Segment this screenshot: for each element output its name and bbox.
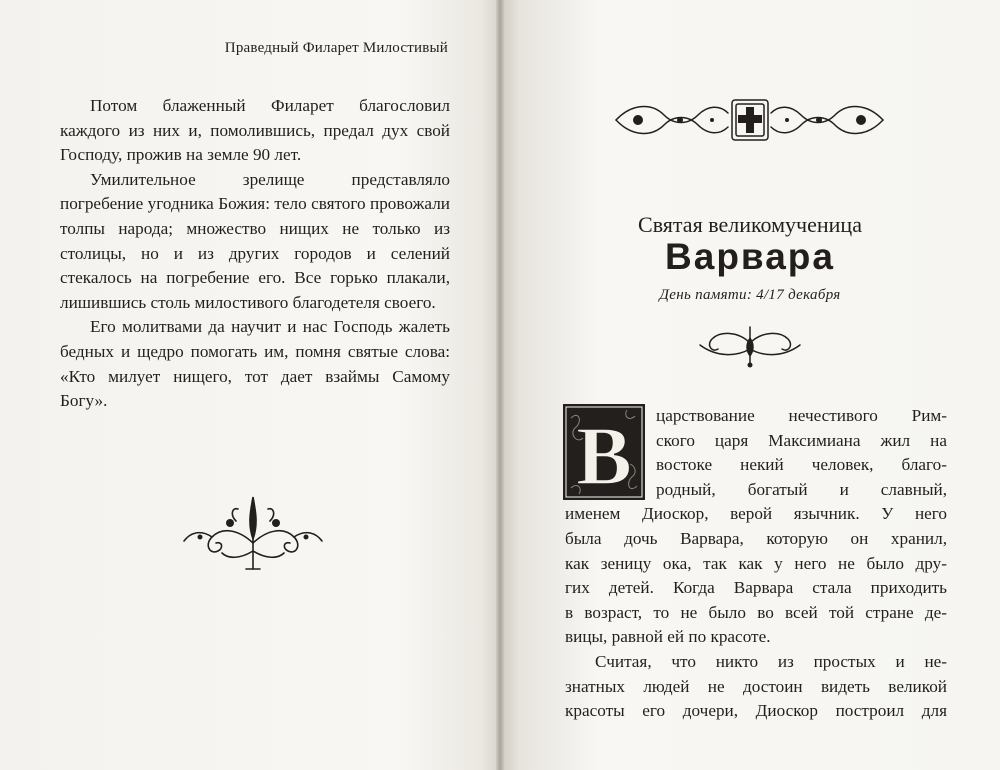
paragraph: Потом блаженный Филарет благословил каждого из них и, помолившись, предал дух свой Господу, прожив на земле 90 лет. [60, 96, 450, 165]
running-head: Праведный Филарет Милостивый [224, 40, 448, 56]
text-line: знатных людей не достоин видеть великой [565, 676, 947, 696]
text-line: гих детей. Когда Варвара стала приходить [565, 578, 947, 598]
text-line: востоке некий человек, благо- [656, 455, 947, 475]
memory-day: День памяти: 4/17 декабря [659, 287, 841, 303]
right-page-body [565, 404, 947, 724]
text-line: вицы, равной ей по красоте. [565, 627, 771, 647]
saint-title-prefix: Святая великомученица [638, 212, 862, 237]
text-line: как зеницу ока, так как у него не было дру- [565, 553, 947, 573]
saint-name: Варвара [665, 236, 835, 277]
paragraph: Умилительное зрелище представляло погребение угодника Божия: тело святого провожали толпы народа; множество нищих не только из столицы, но и из других городов и селений стекалось на погребение его. Все горько плакали, лишившись столь милостивого благодетеля своего. [60, 169, 450, 312]
paragraph: Его молитвами да научит и нас Господь жалеть бедных и щедро помогать им, помня святые слова: «Кто милует нищего, тот дает взаймы Самому Богу». [60, 317, 450, 411]
text-line: царствование нечестивого Рим- [656, 406, 947, 425]
left-page-body [60, 94, 450, 414]
text-line: ского царя Максимиана жил на [656, 430, 947, 450]
floral-ornament-icon [690, 323, 810, 369]
right-page [500, 0, 1000, 770]
text-line: именем Диоскор, верой язычник. У него [565, 504, 947, 524]
text-line: красоты его дочери, Диоскор построил для [565, 701, 947, 721]
text-line: в возраст, то не было во всей той стране де- [565, 602, 947, 622]
floral-ornament-icon [178, 493, 328, 573]
text-line: Считая, что никто из простых и не- [595, 651, 947, 671]
text-line: была дочь Варвара, которую он хранил, [565, 528, 947, 548]
headpiece-ornament-icon [612, 95, 887, 145]
book-gutter [496, 0, 504, 770]
drop-cap-letter: В [575, 410, 633, 500]
text-line: родный, богатый и славный, [656, 479, 947, 499]
